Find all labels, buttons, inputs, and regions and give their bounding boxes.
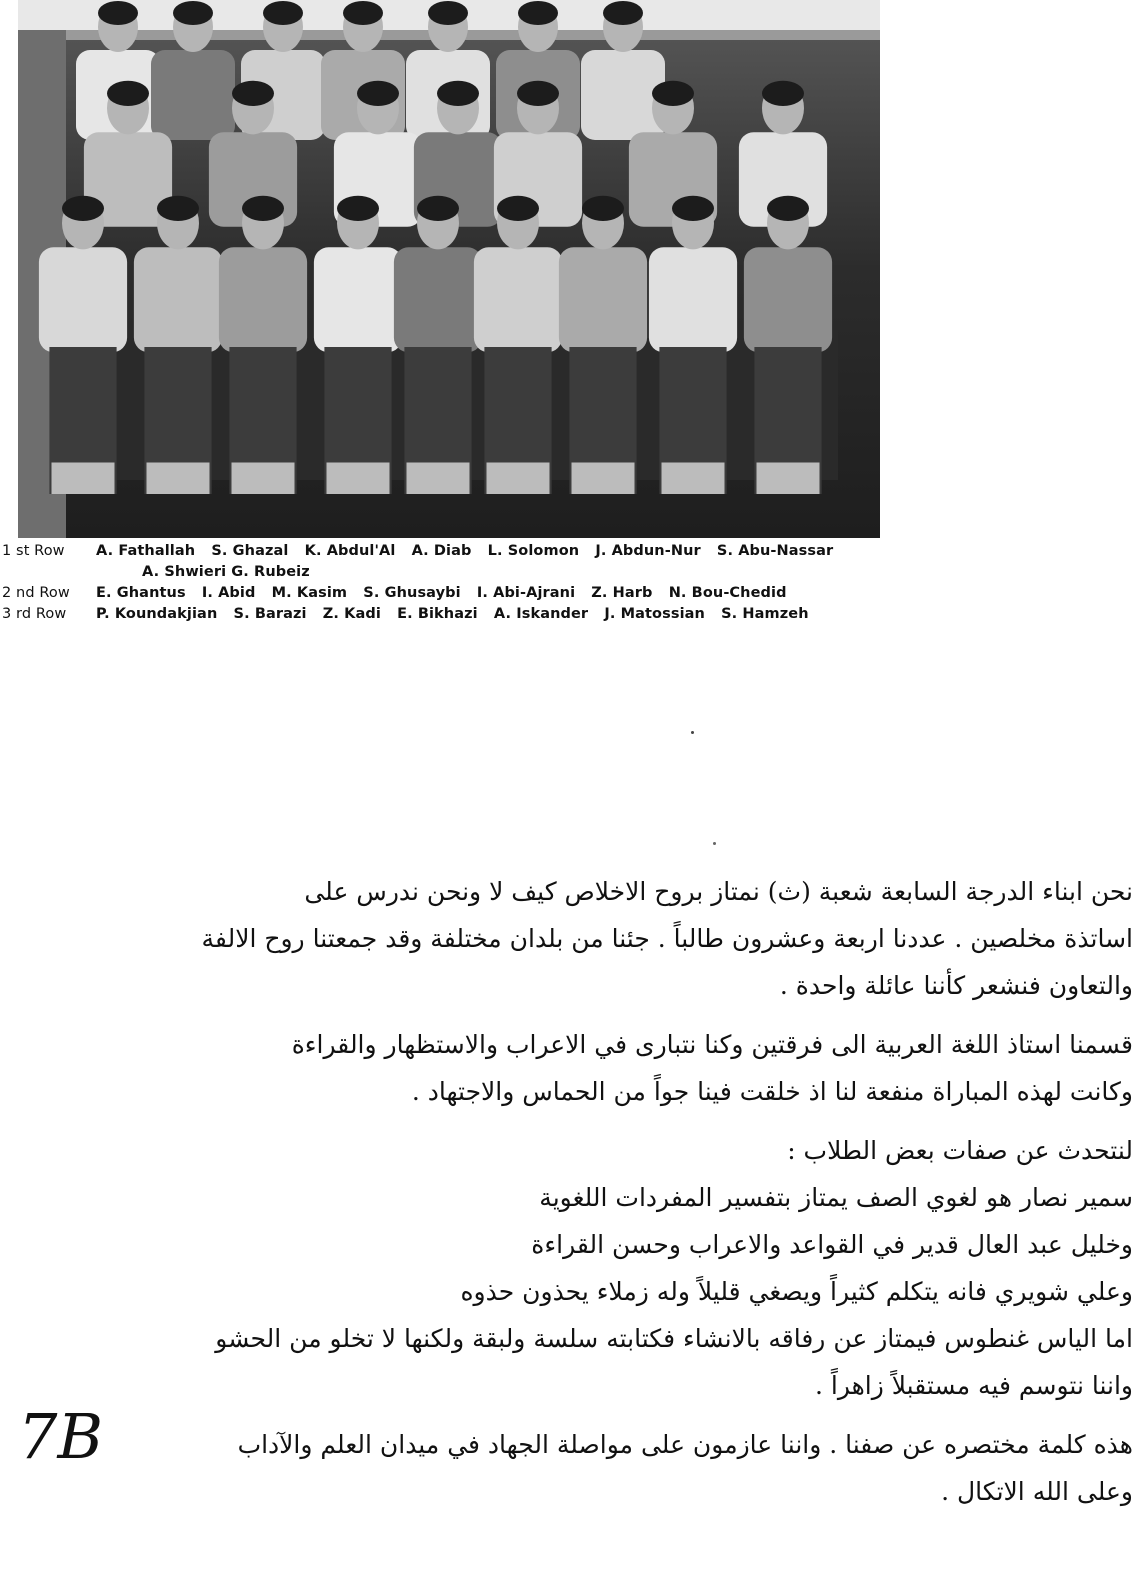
text-line: وخليل عبد العال قدير في القواعد والاعراب وحسن القراءة	[531, 1230, 1133, 1259]
student-name: J. Abdun-Nur	[595, 543, 701, 559]
student-name: I. Abid	[201, 585, 256, 601]
text-line: وعلى الله الاتكال .	[941, 1477, 1133, 1506]
student-name: J. Matossian	[604, 606, 705, 622]
caption-row-3	[2, 604, 902, 625]
row-label: 1 st Row	[2, 543, 65, 559]
class-group-photo	[18, 0, 880, 538]
text-line: قسمنا استاذ اللغة العربية الى فرقتين وكنا نتبارى في الاعراب والاستظهار والقراءة	[291, 1030, 1133, 1059]
student-name: P. Koundakjian	[96, 606, 218, 622]
student-name: M. Kasim	[271, 585, 348, 601]
handwritten-class-mark: 7B	[18, 1400, 104, 1473]
student-name: S. Ghusaybi	[363, 585, 461, 601]
text-line: اساتذة مخلصين . عددنا اربعة وعشرون طالباً . جئنا من بلدان مختلفة وقد جمعتنا روح الالفة	[201, 924, 1133, 953]
student-name: Z. Kadi	[322, 606, 381, 622]
row-names	[96, 541, 844, 562]
text-line: هذه كلمة مختصره عن صفنا . واننا عازمون على مواصلة الجهاد في ميدان العلم والآداب	[237, 1430, 1133, 1459]
text-line: سمير نصار هو لغوي الصف يمتاز بتفسير المفردات اللغوية	[539, 1183, 1133, 1212]
row-names	[96, 604, 820, 625]
student-name: A. Shwieri	[142, 564, 227, 580]
ink-speck	[713, 842, 716, 845]
caption-row-2	[2, 583, 902, 604]
text-line: اما الياس غنطوس فيمتاز عن رفاقه بالانشاء فكتابته سلسة ولبقة ولكنها لا تخلو من الحشو	[215, 1324, 1133, 1353]
student-name: S. Hamzeh	[721, 606, 809, 622]
student-name: N. Bou-Chedid	[668, 585, 787, 601]
text-line: واننا نتوسم فيه مستقبلاً زاهراً .	[814, 1371, 1133, 1400]
student-name: E. Ghantus	[96, 585, 186, 601]
row-label: 2 nd Row	[2, 585, 70, 601]
photo-caption	[2, 541, 902, 625]
row-label: 3 rd Row	[2, 606, 67, 622]
row-names	[96, 583, 798, 604]
ink-speck	[691, 731, 694, 734]
text-line: نحن ابناء الدرجة السابعة شعبة (ث) نمتاز بروح الاخلاص كيف لا ونحن ندرس على	[304, 877, 1133, 906]
student-name: K. Abdul'Al	[304, 543, 396, 559]
student-name: L. Solomon	[487, 543, 580, 559]
student-name: S. Ghazal	[211, 543, 289, 559]
caption-row-1-continuation	[2, 562, 902, 583]
group-photo-image	[18, 0, 880, 538]
student-name: A. Diab	[411, 543, 472, 559]
student-name: G. Rubeiz	[231, 564, 310, 580]
arabic-body-text	[118, 868, 1133, 1515]
row-names	[142, 562, 310, 583]
student-name: S. Barazi	[233, 606, 307, 622]
text-line: لنتحدث عن صفات بعض الطلاب :	[787, 1136, 1133, 1165]
text-line: وعلي شويري فانه يتكلم كثيراً ويصغي قليلاً وله زملاء يحذون حذوه	[460, 1277, 1133, 1306]
student-name: A. Fathallah	[96, 543, 196, 559]
text-line: وكانت لهذه المباراة منفعة لنا اذ خلقت فينا جواً من الحماس والاجتهاد .	[411, 1077, 1133, 1106]
text-line: والتعاون فنشعر كأننا عائلة واحدة .	[779, 971, 1133, 1000]
student-name: I. Abi-Ajrani	[476, 585, 576, 601]
student-name: Z. Harb	[591, 585, 653, 601]
student-name: A. Iskander	[493, 606, 589, 622]
student-name: S. Abu-Nassar	[716, 543, 834, 559]
student-name: E. Bikhazi	[397, 606, 478, 622]
caption-row-1	[2, 541, 902, 562]
